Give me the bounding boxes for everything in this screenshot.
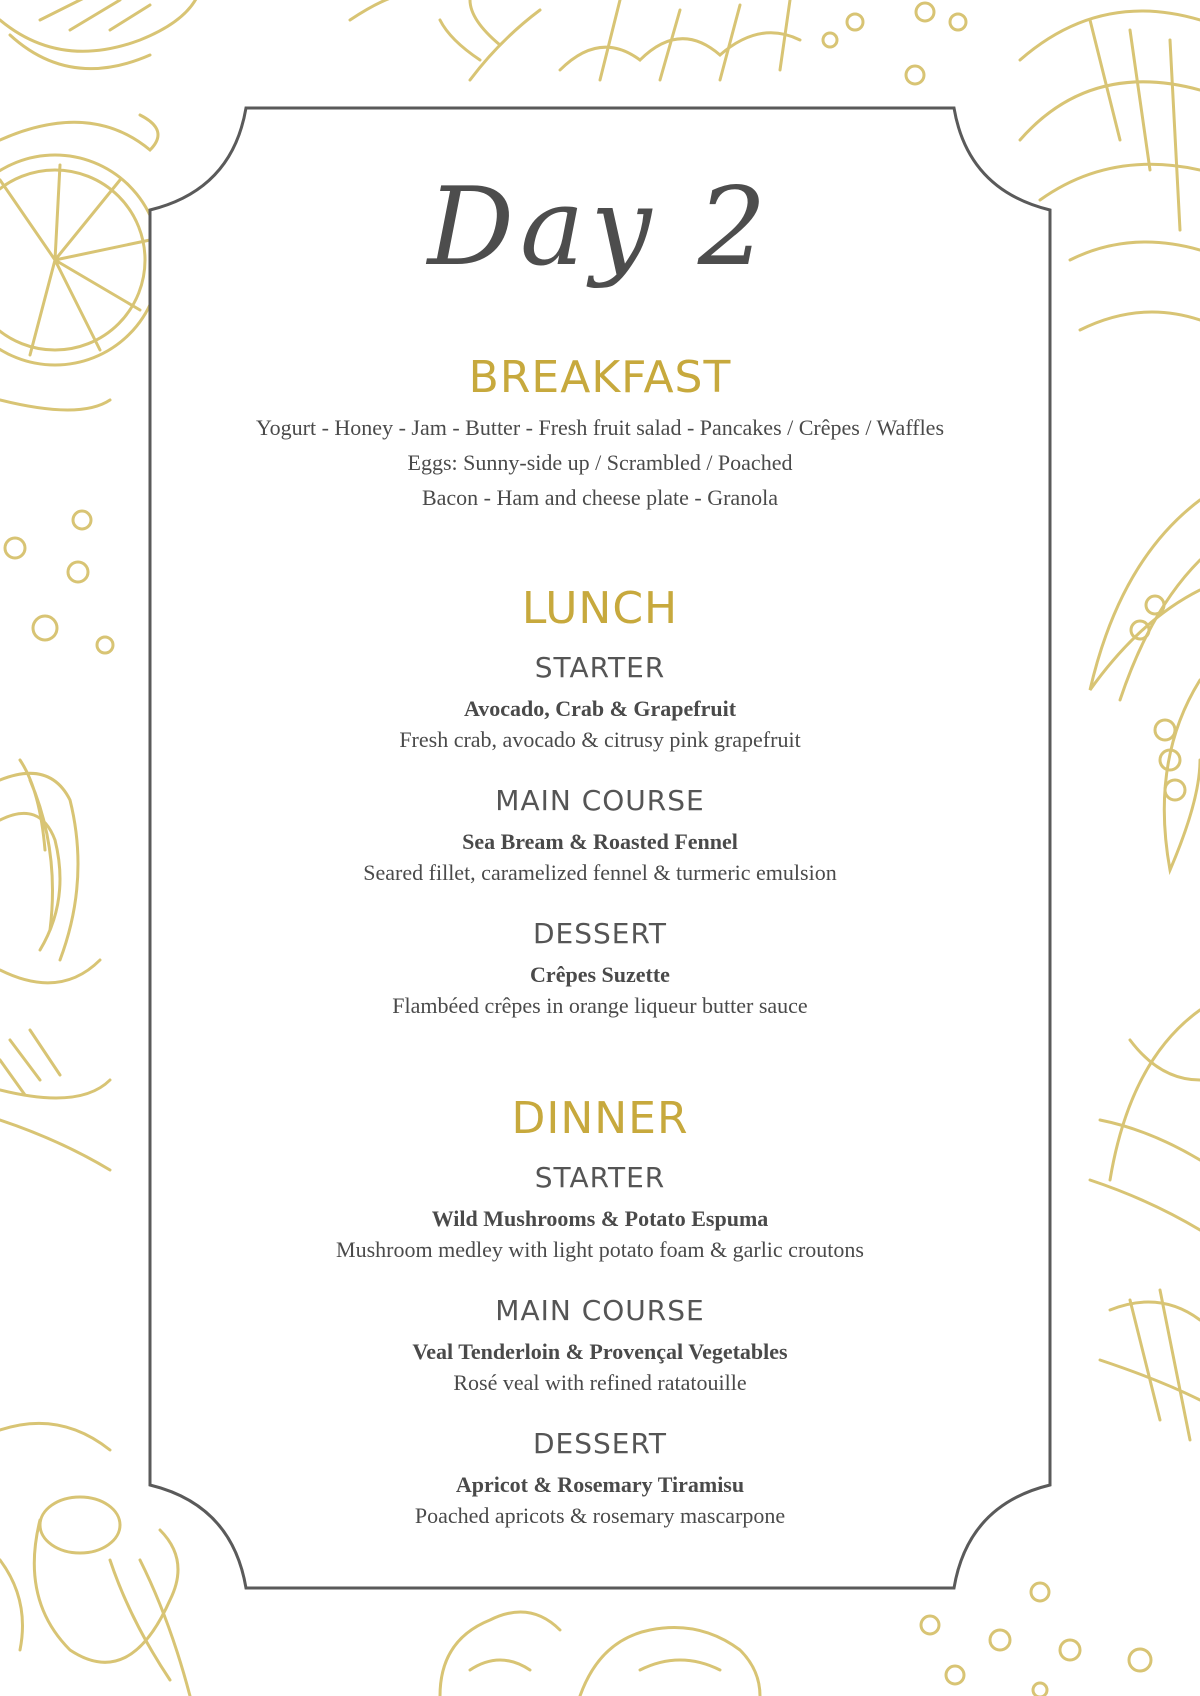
dinner-starter	[150, 1158, 1050, 1266]
dish-description: Flambéed crêpes in orange liqueur butter sauce	[392, 993, 808, 1018]
dish-description: Rosé veal with refined ratatouille	[453, 1370, 747, 1395]
dish-description: Poached apricots & rosemary mascarpone	[414, 1503, 786, 1528]
course-label: MAIN COURSE	[495, 1294, 705, 1327]
lunch-starter	[150, 648, 1050, 756]
breakfast-line: Eggs: Sunny-side up / Scrambled / Poached	[407, 450, 793, 475]
course-label: MAIN COURSE	[495, 784, 705, 817]
dish-description: Mushroom medley with light potato foam & garlic croutons	[336, 1237, 864, 1262]
lunch-main-course	[150, 781, 1050, 889]
lunch-heading: LUNCH	[521, 583, 679, 634]
dish-name: Veal Tenderloin & Provençal Vegetables	[412, 1339, 788, 1364]
course-label: STARTER	[534, 1161, 666, 1194]
dinner-main-course	[150, 1291, 1050, 1399]
breakfast-items	[150, 410, 1050, 515]
breakfast-heading: BREAKFAST	[468, 352, 732, 403]
breakfast-line: Bacon - Ham and cheese plate - Granola	[421, 485, 779, 510]
menu-card	[150, 108, 1050, 1588]
course-label: DESSERT	[532, 917, 667, 950]
dinner-heading: DINNER	[511, 1093, 689, 1144]
dish-name: Crêpes Suzette	[530, 962, 670, 987]
course-label: STARTER	[534, 651, 666, 684]
dish-description: Seared fillet, caramelized fennel & turmeric emulsion	[363, 860, 837, 885]
dish-name: Apricot & Rosemary Tiramisu	[455, 1472, 745, 1497]
breakfast-line: Yogurt - Honey - Jam - Butter - Fresh fruit salad - Pancakes / Crêpes / Waffles	[255, 415, 945, 440]
dinner-dessert	[150, 1424, 1050, 1532]
dish-name: Avocado, Crab & Grapefruit	[463, 696, 737, 721]
lunch-dessert	[150, 914, 1050, 1022]
day-title: Day 2	[427, 165, 773, 290]
dish-name: Wild Mushrooms & Potato Espuma	[431, 1206, 769, 1231]
dish-description: Fresh crab, avocado & citrusy pink grapefruit	[399, 727, 801, 752]
course-label: DESSERT	[532, 1427, 667, 1460]
dish-name: Sea Bream & Roasted Fennel	[462, 829, 738, 854]
